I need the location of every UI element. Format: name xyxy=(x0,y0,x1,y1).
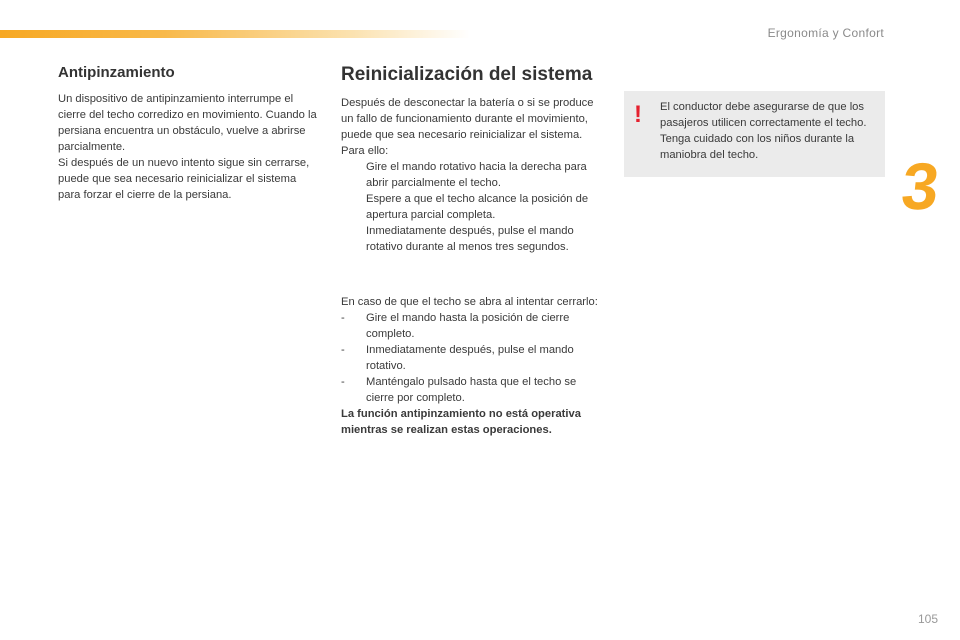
reset-steps-list xyxy=(341,159,603,255)
list-item xyxy=(341,223,603,255)
list-item xyxy=(341,342,603,374)
case-step-text: Manténgalo pulsado hasta que el techo se cierre por completo. xyxy=(366,376,577,404)
reset-section xyxy=(341,64,603,255)
warning-box xyxy=(624,91,885,177)
antipinch-paragraph: Un dispositivo de antipinzamiento interrumpe el cierre del techo corredizo en movimiento. Cuando la persiana encuentra un obstáculo, vuelve a abrirse parcialmente. xyxy=(58,93,317,153)
list-item xyxy=(341,191,603,223)
antipinch-paragraph-2: Si después de un nuevo intento sigue sin cerrarse, puede que sea necesario reinicializar el sistema para forzar el cierre de la persiana. xyxy=(58,157,310,201)
reset-intro: Después de desconectar la batería o si se produce un fallo de funcionamiento durante el movimiento, puede que sea necesario reinicializar el sistema. Para ello: xyxy=(341,97,594,157)
step-text: Gire el mando rotativo hacia la derecha para abrir parcialmente el techo. xyxy=(366,161,587,189)
list-item xyxy=(341,374,603,406)
warning-text: El conductor debe asegurarse de que los pasajeros utilicen correctamente el techo. Tenga cuidado con los niños durante la maniobra del techo. xyxy=(660,101,867,161)
warning-exclamation-icon: ! xyxy=(634,101,642,128)
dash-marker: - xyxy=(341,312,345,324)
case-step-text: Inmediatamente después, pulse el mando rotativo. xyxy=(366,344,574,372)
dash-marker: - xyxy=(341,344,345,356)
step-text: Inmediatamente después, pulse el mando rotativo durante al menos tres segundos. xyxy=(366,225,574,253)
chapter-number: 3 xyxy=(898,149,943,223)
antipinch-note: La función antipinzamiento no está operativa mientras se realizan estas operaciones. xyxy=(341,408,581,436)
case-step-text: Gire el mando hasta la posición de cierre completo. xyxy=(366,312,570,340)
page-number: 105 xyxy=(917,612,938,626)
list-item xyxy=(341,310,603,342)
list-item xyxy=(341,159,603,191)
header-accent-bar xyxy=(0,30,470,38)
reset-case-section xyxy=(341,294,603,438)
section-header: Ergonomía y Confort xyxy=(767,26,884,40)
case-intro: En caso de que el techo se abra al intentar cerrarlo: xyxy=(341,296,598,308)
dash-marker: - xyxy=(341,376,345,388)
reset-title: Reinicialización del sistema xyxy=(341,64,593,85)
antipinch-title: Antipinzamiento xyxy=(58,64,175,81)
step-text: Espere a que el techo alcance la posición de apertura parcial completa. xyxy=(366,193,589,221)
antipinch-section xyxy=(58,64,320,203)
case-steps-list xyxy=(341,310,603,406)
